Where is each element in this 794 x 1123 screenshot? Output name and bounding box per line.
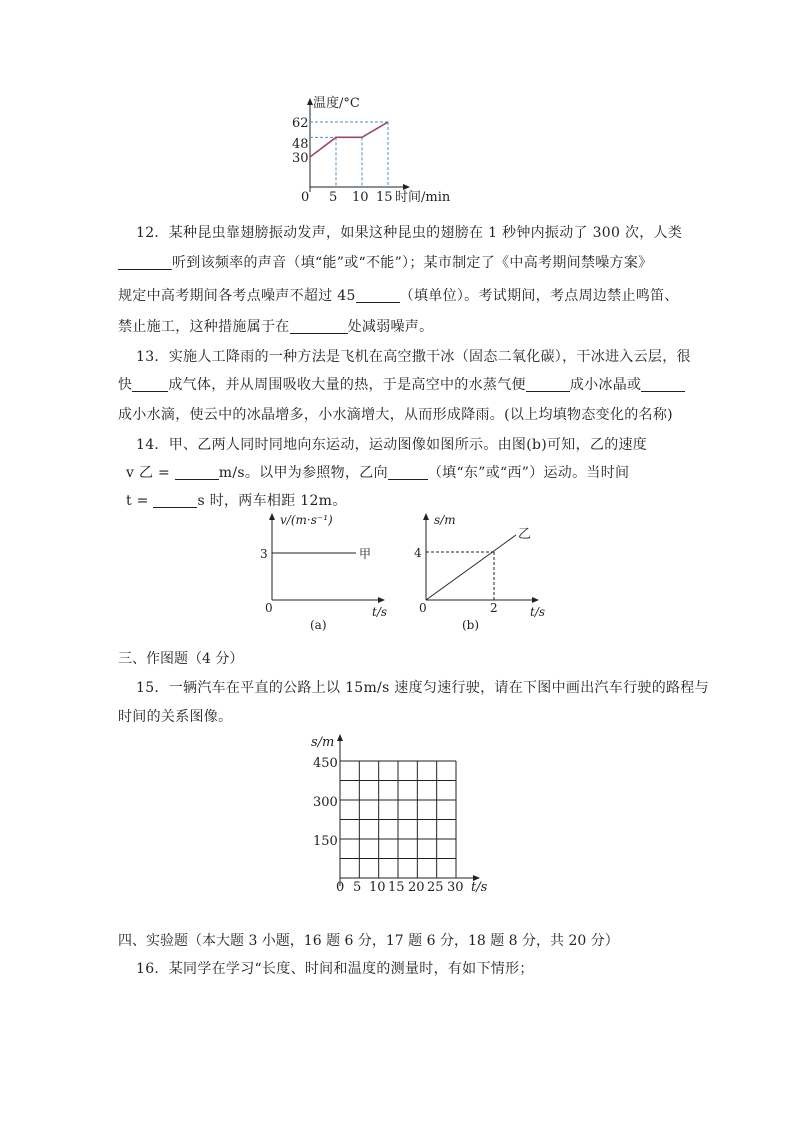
a-ylabel: v/(m·s⁻¹): [280, 513, 333, 527]
b-series-label: 乙: [518, 527, 532, 542]
q13-text1: 13．实施人工降雨的一种方法是飞机在高空撒干冰（固态二氧化碳），干冰进入云层，很: [136, 349, 691, 365]
b-origin: 0: [419, 601, 427, 615]
grid-ytick-450: 450: [313, 756, 338, 771]
xtick-10: 10: [352, 190, 369, 205]
b-xtick: 2: [490, 601, 498, 615]
q12-line4: [118, 316, 433, 336]
q12-text3a: 规定中高考期间各考点噪声不超过 45: [118, 288, 356, 304]
q12-blank3[interactable]: [290, 319, 348, 334]
q14-blank3[interactable]: [153, 493, 197, 508]
q13-text2c: 成小冰晶或: [569, 377, 642, 393]
q13-blank3[interactable]: [641, 377, 685, 392]
a-xlabel: t/s: [372, 605, 388, 619]
ytick-48: 48: [292, 137, 309, 152]
grid-xtick-10: 10: [369, 880, 386, 895]
b-x-arrow: [532, 597, 539, 603]
a-x-arrow: [378, 597, 385, 603]
q12-line2: [118, 252, 652, 272]
velocity-chart-a: [250, 508, 400, 636]
q16-text: 16．某同学在学习“长度、时间和温度的测量时，有如下情形；: [136, 961, 534, 977]
q13-blank2[interactable]: [526, 377, 570, 392]
q14-text2b: m/s。以甲为参照物，乙向: [218, 465, 388, 481]
q15-text2: 时间的关系图像。: [118, 709, 233, 725]
temp-guide-lines: [310, 122, 388, 187]
a-origin: 0: [265, 601, 273, 615]
grid-ylabel: s/m: [311, 735, 335, 750]
grid-y-arrow: [337, 734, 343, 741]
xtick-5: 5: [329, 190, 338, 205]
a-series-label: 甲: [359, 547, 372, 561]
q13-line2: [118, 374, 685, 394]
a-y-arrow: [269, 513, 275, 520]
q14-text1: 14．甲、乙两人同时同地向东运动，运动图像如图所示。由图(b)可知，乙的速度: [136, 437, 648, 453]
q15-line1: [136, 677, 709, 697]
b-caption: (b): [462, 618, 480, 632]
grid-ytick-150: 150: [313, 834, 338, 849]
b-ylabel: s/m: [434, 513, 456, 527]
q14-line1: [136, 434, 647, 454]
q14-text2a: v 乙 =: [126, 465, 175, 481]
q15-line2: [118, 706, 232, 726]
q12-text4a: 禁止施工，这种措施属于在: [118, 319, 290, 335]
grid-xtick-30: 30: [447, 880, 464, 895]
temperature-curve: [310, 122, 388, 157]
q15-text1: 15．一辆汽车在平直的公路上以 15m/s 速度匀速行驶，请在下图中画出汽车行驶的路程与: [136, 680, 709, 696]
q14-blank1[interactable]: [175, 465, 219, 480]
grid-lines: [340, 761, 456, 878]
grid-ytick-300: 300: [313, 795, 338, 810]
q12-line1: [136, 222, 682, 242]
b-y-arrow: [423, 513, 429, 520]
q16-line1: [136, 958, 534, 978]
q12-text3b: （填单位）。考试期间，考点周边禁止鸣笛、: [399, 288, 679, 304]
q14-text2c: （填“东”或“西”）运动。当时间: [427, 465, 630, 481]
temperature-chart: [288, 92, 458, 207]
section4-title: 四、实验题（本大题 3 小题，16 题 6 分，17 题 6 分，18 题 8 分，共 20 分）: [118, 933, 619, 949]
q13-line3: [118, 404, 673, 424]
b-xlabel: t/s: [530, 605, 546, 619]
q13-text2a: 快: [118, 377, 133, 393]
temp-xlabel: 时间/min: [395, 190, 451, 205]
xtick-15: 15: [376, 190, 393, 205]
q12-text2: 听到该频率的声音（填“能”或“不能”）；某市制定了《中高考期间禁噪方案》: [172, 255, 653, 271]
xtick-0: 0: [301, 190, 310, 205]
grid-xtick-20: 20: [408, 880, 425, 895]
grid-xtick-25: 25: [427, 880, 444, 895]
q14-text3b: s 时，两车相距 12m。: [197, 493, 347, 509]
q12-text1: 12．某种昆虫靠翅膀振动发声，如果这种昆虫的翅膀在 1 秒钟内振动了 300 次，人类: [136, 225, 683, 241]
q12-line3: [118, 285, 679, 305]
grid-xtick-15: 15: [388, 880, 405, 895]
q14-line2: [126, 462, 629, 482]
ytick-30: 30: [292, 151, 309, 166]
q12-text4b: 处减弱噪声。: [347, 319, 434, 335]
q14-line3: [126, 490, 347, 510]
grid-xlabel: t/s: [471, 880, 488, 895]
q13-line1: [136, 346, 691, 366]
grid-xtick-0: 0: [336, 880, 345, 895]
q12-blank1[interactable]: [118, 255, 172, 270]
q13-blank1[interactable]: [132, 377, 168, 392]
temp-ylabel: 温度/°C: [313, 96, 360, 111]
a-ytick: 3: [260, 547, 268, 561]
q14-text3a: t =: [126, 493, 154, 509]
distance-chart-b: [408, 508, 558, 636]
section3-title: 三、作图题（4 分）: [118, 651, 244, 667]
answer-grid-chart[interactable]: [305, 728, 495, 896]
q14-blank2[interactable]: [388, 465, 428, 480]
b-ytick: 4: [414, 546, 422, 560]
a-caption: (a): [310, 618, 327, 632]
grid-xtick-5: 5: [353, 880, 362, 895]
q13-text3: 成小水滴，使云中的冰晶增多，小水滴增大，从而形成降雨。(以上均填物态变化的名称): [118, 407, 673, 423]
ytick-62: 62: [292, 116, 309, 131]
q13-text2b: 成气体，并从周围吸收大量的热，于是高空中的水蒸气便: [168, 377, 526, 393]
b-series-line: [426, 535, 516, 600]
q12-blank2[interactable]: [356, 288, 400, 303]
